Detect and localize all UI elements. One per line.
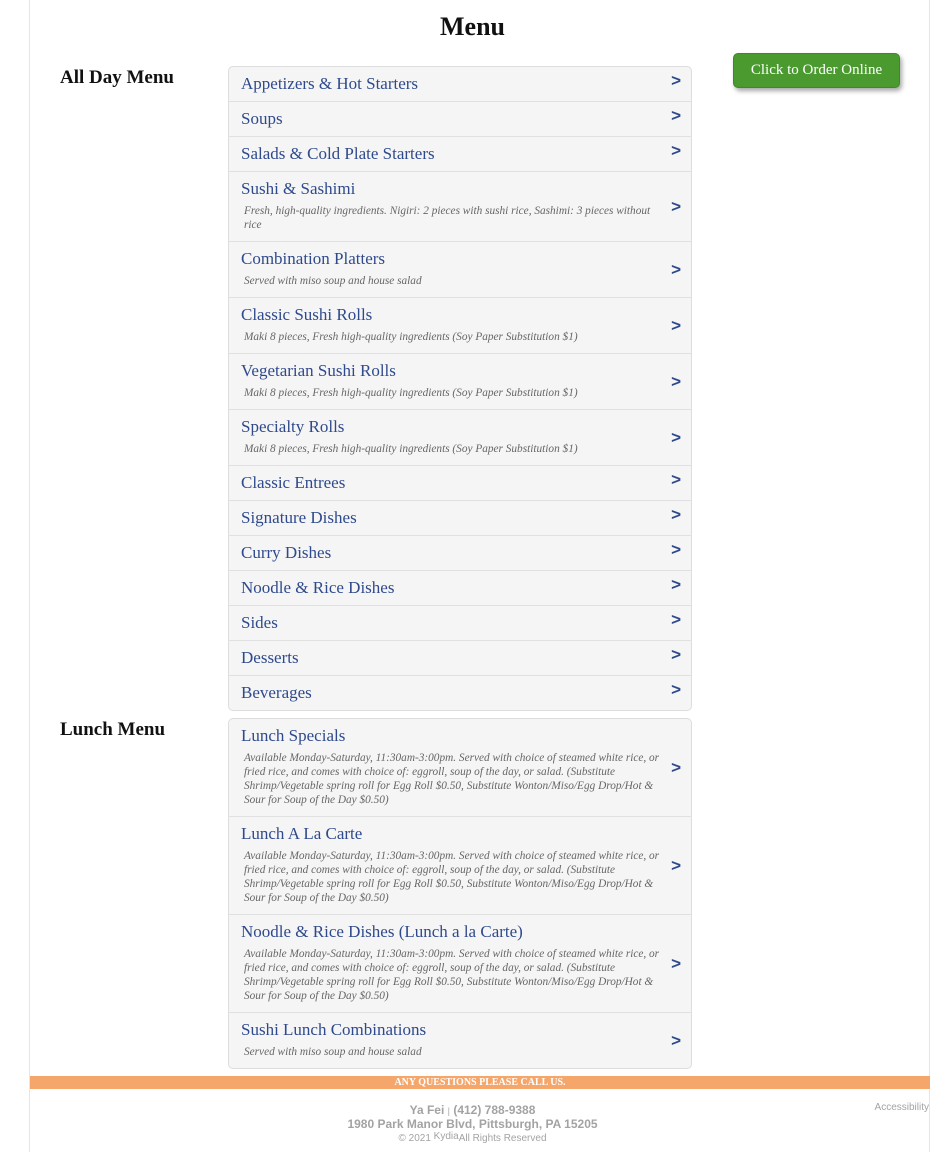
chevron-right-icon: >: [671, 371, 681, 391]
menu-category-salads-cold-plate-starters[interactable]: [229, 137, 691, 172]
category-name: Desserts: [241, 648, 299, 667]
kydia-link[interactable]: Kydia: [433, 1131, 459, 1142]
category-name: Classic Sushi Rolls: [241, 305, 373, 324]
chevron-right-icon: >: [671, 141, 681, 160]
chevron-right-icon: >: [671, 680, 681, 699]
category-name: Salads & Cold Plate Starters: [241, 144, 435, 163]
restaurant-name: Ya Fei: [409, 1103, 445, 1117]
chevron-right-icon: >: [671, 1030, 681, 1050]
menu-category-sushi-sashimi[interactable]: [229, 172, 691, 242]
chevron-right-icon: >: [671, 505, 681, 524]
category-name: Classic Entrees: [241, 473, 346, 492]
footer-separator: |: [447, 1106, 450, 1116]
phone-number[interactable]: (412) 788-9388: [453, 1103, 536, 1117]
chevron-right-icon: >: [671, 196, 681, 216]
chevron-right-icon: >: [671, 610, 681, 629]
lunch-menu-title: Lunch Menu: [60, 719, 166, 740]
footer-copyright: [0, 1133, 945, 1144]
chevron-right-icon: >: [671, 855, 681, 875]
category-description: Available Monday-Saturday, 11:30am-3:00pm. Served with choice of steamed white rice, or fried rice, and comes with choice of: eggroll, soup of the day, or salad. (Substitute Shrimp/Vegetable spring roll for Egg Roll $0.50, Substitute Wonton/Miso/Egg Drop/Hot & Sour for Soup of the Day $0.50): [244, 752, 660, 806]
menu-category-combination-platters[interactable]: [229, 242, 691, 298]
category-name: Noodle & Rice Dishes (Lunch a la Carte): [241, 922, 523, 941]
menu-category-signature-dishes[interactable]: [229, 501, 691, 536]
chevron-right-icon: >: [671, 106, 681, 125]
menu-category-classic-entrees[interactable]: [229, 466, 691, 501]
category-description: Available Monday-Saturday, 11:30am-3:00pm. Served with choice of steamed white rice, or fried rice, and comes with choice of: eggroll, soup of the day, or salad. (Substitute Shrimp/Vegetable spring roll for Egg Roll $0.50, Substitute Wonton/Miso/Egg Drop/Hot & Sour for Soup of the Day $0.50): [244, 850, 660, 904]
menu-category-classic-sushi-rolls[interactable]: [229, 298, 691, 354]
category-description: Available Monday-Saturday, 11:30am-3:00pm. Served with choice of steamed white rice, or fried rice, and comes with choice of: eggroll, soup of the day, or salad. (Substitute Shrimp/Vegetable spring roll for Egg Roll $0.50, Substitute Wonton/Miso/Egg Drop/Hot & Sour for Soup of the Day $0.50): [244, 948, 660, 1002]
menu-category-vegetarian-sushi-rolls[interactable]: [229, 354, 691, 410]
chevron-right-icon: >: [671, 575, 681, 594]
lunch-menu-list: [228, 718, 692, 1069]
category-name: Beverages: [241, 683, 312, 702]
menu-category-soups[interactable]: [229, 102, 691, 137]
accessibility-link[interactable]: Accessibility: [874, 1102, 929, 1113]
questions-banner: ANY QUESTIONS PLEASE CALL US.: [30, 1076, 930, 1089]
all-day-menu-title: All Day Menu: [60, 67, 174, 88]
category-name: Curry Dishes: [241, 543, 332, 562]
footer-address[interactable]: 1980 Park Manor Blvd, Pittsburgh, PA 15205: [347, 1117, 598, 1131]
menu-category-appetizers-hot-starters[interactable]: [229, 67, 691, 102]
category-name: Combination Platters: [241, 249, 386, 268]
footer-contact: [0, 1103, 945, 1117]
category-name: Soups: [241, 109, 283, 128]
copyright-year: © 2021: [398, 1133, 431, 1144]
category-description: Maki 8 pieces, Fresh high-quality ingredients (Soy Paper Substitution $1): [244, 443, 578, 455]
category-description: Served with miso soup and house salad: [244, 1046, 422, 1058]
category-description: Fresh, high-quality ingredients. Nigiri: 2 pieces with sushi rice, Sashimi: 3 pieces without rice: [244, 205, 651, 231]
menu-category-lunch-specials[interactable]: [229, 719, 691, 817]
category-name: Appetizers & Hot Starters: [241, 74, 419, 93]
chevron-right-icon: >: [671, 953, 681, 973]
menu-category-specialty-rolls[interactable]: [229, 410, 691, 466]
chevron-right-icon: >: [671, 315, 681, 335]
category-name: Lunch Specials: [241, 726, 346, 745]
chevron-right-icon: >: [671, 427, 681, 447]
page-title: Menu: [440, 12, 505, 41]
chevron-right-icon: >: [671, 71, 681, 90]
chevron-right-icon: >: [671, 470, 681, 489]
category-name: Vegetarian Sushi Rolls: [241, 361, 396, 380]
menu-category-desserts[interactable]: [229, 641, 691, 676]
rights-text: All Rights Reserved: [458, 1133, 547, 1144]
menu-category-noodle-rice-dishes-lunch-a-la-carte[interactable]: [229, 915, 691, 1013]
category-description: Served with miso soup and house salad: [244, 275, 422, 287]
menu-category-sushi-lunch-combinations[interactable]: [229, 1013, 691, 1068]
chevron-right-icon: >: [671, 757, 681, 777]
chevron-right-icon: >: [671, 540, 681, 559]
menu-category-lunch-a-la-carte[interactable]: [229, 817, 691, 915]
menu-category-noodle-rice-dishes[interactable]: [229, 571, 691, 606]
all-day-menu-list: [228, 66, 692, 711]
category-name: Sushi & Sashimi: [241, 179, 356, 198]
category-description: Maki 8 pieces, Fresh high-quality ingredients (Soy Paper Substitution $1): [244, 387, 578, 399]
category-name: Sides: [241, 613, 278, 632]
category-name: Sushi Lunch Combinations: [241, 1020, 427, 1039]
order-online-button[interactable]: Click to Order Online: [733, 53, 900, 88]
menu-category-beverages[interactable]: [229, 676, 691, 710]
menu-category-curry-dishes[interactable]: [229, 536, 691, 571]
category-name: Signature Dishes: [241, 508, 357, 527]
category-name: Noodle & Rice Dishes: [241, 578, 395, 597]
category-description: Maki 8 pieces, Fresh high-quality ingredients (Soy Paper Substitution $1): [244, 331, 578, 343]
category-name: Lunch A La Carte: [241, 824, 363, 843]
chevron-right-icon: >: [671, 259, 681, 279]
menu-category-sides[interactable]: [229, 606, 691, 641]
chevron-right-icon: >: [671, 645, 681, 664]
category-name: Specialty Rolls: [241, 417, 345, 436]
